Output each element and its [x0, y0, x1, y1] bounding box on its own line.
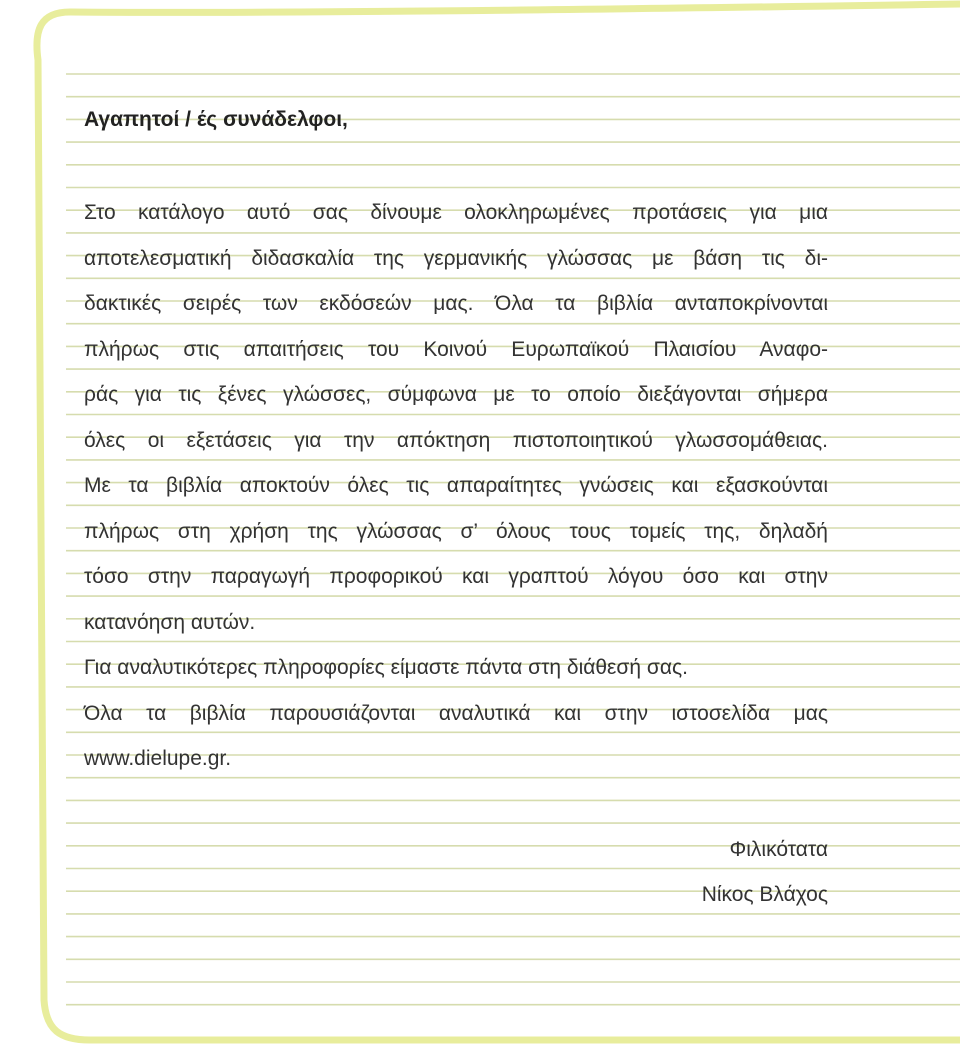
website-link[interactable]: www.dielupe.gr. — [84, 747, 232, 770]
body-line: όλες οι εξετάσεις για την απόκτηση πιστοποιητικού γλωσσομάθειας. — [84, 429, 828, 452]
closing: Φιλικότατα — [729, 838, 828, 861]
body-line: πλήρως στη χρήση της γλώσσας σ’ όλους τους τομείς της, δηλαδή — [84, 520, 828, 543]
body-line: Με τα βιβλία αποκτούν όλες τις απαραίτητες γνώσεις και εξασκούνται — [84, 474, 828, 497]
body-line: δακτικές σειρές των εκδόσεών μας. Όλα τα βιβλία ανταποκρίνονται — [84, 292, 828, 315]
signature-name: Νίκος Βλάχος — [701, 883, 828, 906]
body-line: κατανόηση αυτών. — [84, 611, 256, 634]
body-line: τόσο στην παραγωγή προφορικού και γραπτού λόγου όσο και στην — [84, 565, 828, 588]
body-line: Στο κατάλογο αυτό σας δίνουμε ολοκληρωμένες προτάσεις για μια — [84, 201, 828, 224]
body-line: αποτελεσματική διδασκαλία της γερμανικής γλώσσας με βάση τις δι- — [84, 247, 828, 270]
body-line: Όλα τα βιβλία παρουσιάζονται αναλυτικά και στην ιστοσελίδα μας — [84, 702, 828, 725]
body-line: ράς για τις ξένες γλώσσες, σύμφωνα με το οποίο διεξάγονται σήμερα — [84, 383, 828, 406]
letter-greeting: Αγαπητοί / ές συνάδελφοι, — [84, 108, 348, 131]
body-line: Για αναλυτικότερες πληροφορίες είμαστε πάντα στη διάθεσή σας. — [84, 656, 688, 679]
body-line: πλήρως στις απαιτήσεις του Κοινού Ευρωπαϊκού Πλαισίου Αναφο- — [84, 338, 828, 361]
